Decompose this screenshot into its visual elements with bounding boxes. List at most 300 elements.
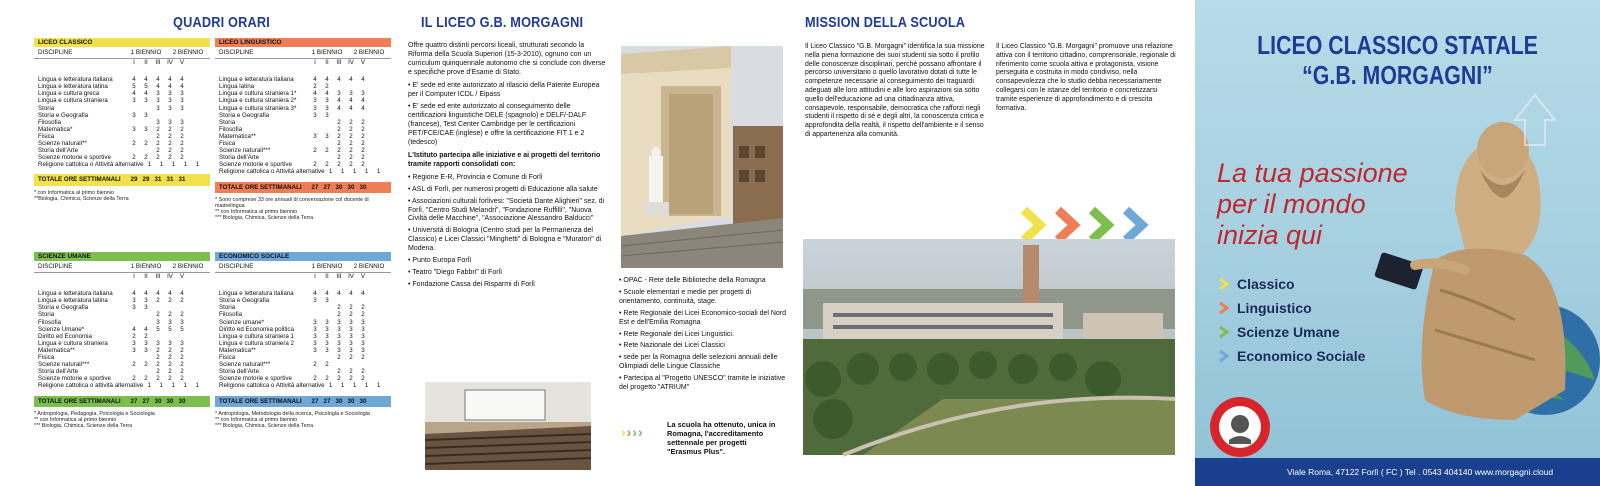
hours-cell: 3 [144, 111, 148, 119]
arrow-blue-big-icon [1126, 210, 1142, 240]
hours-cell: 1 [328, 382, 333, 390]
hours-cell: 2 [361, 354, 365, 362]
arrow-orange-big-icon [1058, 210, 1074, 240]
hours-cell: 4 [349, 76, 353, 84]
hours-cell: 2 [156, 361, 160, 369]
subject-name: Scienze motorie e sportive [219, 161, 292, 169]
hours-cell: 3 [144, 97, 148, 105]
hours-cell: 2 [168, 297, 172, 305]
total-cell: 30 [154, 397, 162, 405]
table-row [34, 126, 210, 133]
hours-cell: 3 [325, 339, 329, 347]
hours-cell: 1 [183, 161, 188, 169]
hours-cell: 3 [349, 90, 353, 98]
year-header-row [34, 59, 210, 66]
table-row [215, 97, 391, 104]
hours-cell: 2 [180, 375, 184, 383]
col-discipline: DISCIPLINE [219, 49, 254, 56]
hours-cell: 2 [349, 304, 353, 312]
hours-cell: 5 [168, 325, 172, 333]
footnote: *** Biologia, Chimica, Scienze della Terra [215, 423, 314, 430]
subject-name: Religione cattolica o Attività alternative [38, 161, 144, 169]
hours-cell [333, 361, 345, 368]
hours-cell: 2 [180, 147, 184, 155]
hours-cell: 2 [313, 147, 317, 155]
hours-cell [152, 333, 164, 340]
total-row [34, 174, 210, 185]
hours-cell: 3 [313, 104, 317, 112]
footnote: ** con Informatica al primo biennio [215, 416, 298, 423]
hours-cell: 1 [376, 382, 381, 390]
hours-cell [140, 319, 152, 326]
year-header: II [144, 273, 148, 281]
hours-cell: 2 [325, 375, 329, 383]
hours-cell [309, 304, 321, 311]
aerial-illustration [803, 239, 1175, 455]
hours-cell: 3 [325, 132, 329, 140]
hours-cell: 2 [361, 304, 365, 312]
year-header: III [336, 59, 342, 67]
table-row [34, 133, 210, 140]
subject-name: Scienze naturali*** [219, 147, 271, 155]
hours-cell [345, 361, 357, 368]
hours-cell [164, 112, 176, 119]
subject-name: Lingua e letteratura italiana [38, 290, 113, 298]
timetable-subheader [215, 261, 391, 273]
table-row [215, 76, 391, 83]
subject-name: Religione cattolica o Attività alternative [219, 382, 325, 390]
table-row [34, 347, 210, 354]
cover-title-line2: “G.B. MORGAGNI” [1302, 60, 1493, 90]
hours-cell: 4 [337, 76, 341, 84]
hours-cell: 3 [349, 318, 353, 326]
total-cell: 30 [347, 183, 355, 191]
table-row [215, 354, 391, 361]
hours-cell [128, 147, 140, 154]
hours-cell [140, 311, 152, 318]
subject-name: Lingua e letteratura latina [38, 83, 108, 91]
footer-bar [1195, 458, 1600, 486]
subject-name: Scienze naturali*** [38, 361, 90, 369]
hours-cell: 3 [337, 346, 341, 354]
hours-cell: 2 [349, 161, 353, 169]
total-cell: 27 [323, 183, 331, 191]
hours-cell: 2 [156, 140, 160, 148]
hours-cell: 2 [361, 368, 365, 376]
table-row [215, 147, 391, 154]
total-cell: 30 [359, 397, 367, 405]
col-biennio2: 2 BIENNIO [172, 263, 204, 270]
table-row [34, 368, 210, 375]
subject-name: Lingua e letteratura italiana [219, 76, 294, 84]
subject-name: Storia dell'Arte [219, 154, 260, 162]
hours-cell [128, 368, 140, 375]
chevron-right-icon [1217, 349, 1231, 363]
total-label: TOTALE ORE SETTIMANALI [38, 397, 121, 405]
hours-cell [333, 83, 345, 90]
year-header: III [336, 273, 342, 281]
timetable-subheader [215, 47, 391, 59]
subject-name: Matematica** [219, 132, 256, 140]
col-biennio1: 1 BIENNIO [311, 49, 343, 56]
hours-cell [333, 112, 345, 119]
timetable-notes [215, 411, 391, 430]
tagline-line1: La tua passione [1217, 158, 1408, 188]
network-item: • Rete Regionale dei Licei Economico-sociali del Nord Est e dell'Emilia Romagna [619, 309, 787, 326]
hours-cell: 3 [313, 97, 317, 105]
subject-name: Fisica [38, 132, 55, 140]
hours-cell: 2 [156, 147, 160, 155]
hours-cell: 2 [168, 132, 172, 140]
hours-cell [333, 297, 345, 304]
subject-name: Scienze umane* [219, 318, 265, 326]
hours-cell [321, 354, 333, 361]
timetable-economico [215, 252, 391, 429]
hours-cell: 3 [144, 297, 148, 305]
tagline-line2: per il mondo [1217, 189, 1366, 219]
hours-cell [345, 83, 357, 90]
hours-cell: 2 [349, 118, 353, 126]
hours-cell: 5 [180, 325, 184, 333]
hours-cell: 3 [349, 325, 353, 333]
hours-cell: 1 [195, 161, 200, 169]
arrow-orange-icon: › [626, 424, 632, 440]
hours-cell: 2 [144, 361, 148, 369]
hours-cell [309, 368, 321, 375]
arrow-green-icon: › [632, 424, 638, 440]
hours-cell: 2 [168, 147, 172, 155]
table-row [34, 340, 210, 347]
hours-cell [357, 297, 369, 304]
hours-cell: 2 [168, 311, 172, 319]
hours-cell [140, 354, 152, 361]
subject-name: Lingua e cultura straniera 2* [219, 97, 297, 105]
hours-cell: 2 [132, 332, 136, 340]
hours-cell: 1 [364, 168, 369, 176]
hours-cell [128, 319, 140, 326]
hours-cell: 1 [352, 168, 357, 176]
timetable-classico [34, 38, 210, 202]
subject-name: Storia [38, 311, 55, 319]
subject-name: Scienze motorie e sportive [219, 375, 292, 383]
year-header: I [314, 59, 316, 67]
mission-col2: Il Liceo Classico "G.B. Morgagni" promuove una relazione attiva con il territorio cittadino, comprensoriale, regionale di riferimento come scuola attiva e protagonista, visione perseguita e costruita in modo condiviso, nella consapevolezza che lo studio debba necessariamente collegarsi con le istanze del territorio e concretizzarsi tramite esperienze di approfondimento e di crescita formativa. [996, 43, 1176, 112]
table-row [34, 97, 210, 104]
quadri-title: QUADRI ORARI [173, 14, 270, 31]
path-item [1217, 296, 1417, 320]
hours-cell: 4 [337, 104, 341, 112]
table-row [215, 304, 391, 311]
total-row [34, 396, 210, 407]
table-row [34, 161, 210, 168]
hours-cell: 2 [337, 125, 341, 133]
hours-cell: 2 [180, 140, 184, 148]
hours-cell: 3 [337, 332, 341, 340]
hours-cell: 2 [156, 354, 160, 362]
hours-cell: 3 [325, 104, 329, 112]
footnote: * Sono comprese 33 ore annuali di conversazione col docente di madrelingua [215, 196, 369, 209]
hours-cell: 5 [144, 83, 148, 91]
total-label: TOTALE ORE SETTIMANALI [38, 176, 121, 184]
hours-cell: 2 [361, 132, 365, 140]
timetable-header: LICEO CLASSICO [34, 38, 210, 47]
hours-cell: 3 [313, 332, 317, 340]
building-illustration [621, 46, 783, 268]
footnote: ** con Informatica al primo biennio [215, 209, 298, 216]
total-label: TOTALE ORE SETTIMANALI [219, 397, 302, 405]
hours-cell: 2 [337, 132, 341, 140]
hours-cell: 3 [313, 346, 317, 354]
hours-cell: 3 [337, 318, 341, 326]
network-item: • Partecipa al "Progetto UNESCO" tramite le iniziative del progetto "ATRIUM" [619, 375, 786, 392]
hours-cell: 2 [313, 361, 317, 369]
subject-name: Storia dell'Arte [38, 368, 79, 376]
table-row [34, 105, 210, 112]
hours-cell: 4 [168, 76, 172, 84]
table-row [215, 90, 391, 97]
hours-cell: 2 [349, 368, 353, 376]
table-row [34, 112, 210, 119]
hours-cell: 3 [361, 318, 365, 326]
hours-cell: 4 [144, 325, 148, 333]
hours-cell [128, 311, 140, 318]
hours-cell: 5 [132, 83, 136, 91]
total-cell: 27 [142, 397, 150, 405]
hours-cell: 2 [132, 375, 136, 383]
table-row [215, 368, 391, 375]
hours-cell: 2 [132, 140, 136, 148]
hours-cell: 3 [132, 125, 136, 133]
hours-cell: 2 [156, 311, 160, 319]
hours-cell: 2 [325, 83, 329, 91]
hours-cell [152, 112, 164, 119]
col-biennio2: 2 BIENNIO [353, 263, 385, 270]
timetable-header: SCIENZE UMANE [34, 252, 210, 261]
hours-cell [309, 119, 321, 126]
table-row [215, 326, 391, 333]
hours-cell: 4 [156, 83, 160, 91]
hours-cell: 3 [325, 297, 329, 305]
year-header: V [360, 273, 366, 281]
hours-cell [140, 368, 152, 375]
hours-cell: 2 [180, 311, 184, 319]
subject-name: Lingua e cultura straniera 1 [219, 332, 294, 340]
footnote: **Biologia, Chimica, Scienze della Terra [34, 195, 129, 202]
hours-cell: 3 [132, 97, 136, 105]
year-header: II [144, 59, 148, 67]
table-row [215, 105, 391, 112]
mission-title: MISSION DELLA SCUOLA [805, 14, 966, 31]
hours-cell: 3 [361, 346, 365, 354]
hours-cell: 3 [180, 118, 184, 126]
subject-name: Storia e Geografia [219, 111, 270, 119]
hours-cell: 3 [325, 325, 329, 333]
year-header: V [179, 59, 185, 67]
lightbulb-icon [1495, 80, 1575, 150]
building-photo [621, 46, 783, 268]
hours-cell: 2 [337, 140, 341, 148]
table-row [215, 133, 391, 140]
aerial-photo [803, 239, 1175, 455]
partner-item: • Fondazione Cassa dei Risparmi di Forlì [408, 280, 535, 288]
hours-cell: 2 [349, 140, 353, 148]
hours-cell: 3 [144, 304, 148, 312]
hours-cell: 3 [337, 90, 341, 98]
hours-cell: 3 [325, 346, 329, 354]
table-row [34, 154, 210, 161]
hours-cell: 2 [180, 154, 184, 162]
table-row [215, 83, 391, 90]
hours-cell: 4 [361, 290, 365, 298]
hours-cell [176, 112, 188, 119]
hours-cell [176, 333, 188, 340]
hours-cell: 4 [337, 97, 341, 105]
hours-cell: 1 [159, 161, 164, 169]
hours-cell: 1 [195, 382, 199, 390]
year-header: IV [167, 273, 173, 281]
total-cell: 30 [347, 397, 355, 405]
col-biennio2: 2 BIENNIO [172, 49, 204, 56]
hours-cell: 2 [349, 354, 353, 362]
footnote: * Antropologia, Pedagogia, Psicologia e Sociologia [34, 410, 155, 417]
subject-name: Lingua e cultura greca [38, 90, 100, 98]
hours-cell: 3 [144, 339, 148, 347]
liceo-text [408, 42, 608, 293]
col-biennio1: 1 BIENNIO [130, 49, 162, 56]
hours-cell: 4 [313, 290, 317, 298]
hours-cell: 3 [132, 304, 136, 312]
subject-name: Fisica [219, 140, 236, 148]
hours-cell [321, 311, 333, 318]
hours-cell: 4 [361, 76, 365, 84]
hours-cell: 1 [159, 382, 163, 390]
chevron-right-icon [1217, 301, 1231, 315]
hours-cell [140, 133, 152, 140]
total-cell: 27 [130, 397, 138, 405]
hours-cell: 4 [361, 97, 365, 105]
hours-cell: 2 [144, 375, 148, 383]
hours-cell: 3 [337, 325, 341, 333]
small-arrows [621, 424, 643, 440]
table-row [34, 375, 210, 382]
total-cell: 29 [130, 176, 138, 184]
subject-name: Lingua latina [219, 83, 255, 91]
partner-item: • Teatro "Diego Fabbri" di Forlì [408, 268, 503, 276]
hours-cell: 2 [337, 154, 341, 162]
hours-cell: 2 [132, 361, 136, 369]
table-row [34, 354, 210, 361]
arrow-yellow-icon: › [621, 424, 626, 440]
hours-cell: 1 [171, 382, 175, 390]
path-label: Economico Sociale [1237, 348, 1366, 364]
hours-cell: 3 [349, 332, 353, 340]
hours-cell: 4 [180, 290, 184, 298]
hours-cell: 4 [144, 76, 148, 84]
hours-cell [140, 147, 152, 154]
hours-cell: 4 [144, 90, 148, 98]
subject-name: Lingua e letteratura latina [38, 297, 108, 305]
hours-cell: 3 [313, 132, 317, 140]
partner-item: • Associazioni culturali forlivesi: "Società Dante Alighieri" sez. di Forlì, "Centro Studi Melandri", "Fondazione Ruffilli", "Nuova Civiltà delle Macchine", "Associazione Alessandro Balducci" [408, 197, 605, 223]
col-discipline: DISCIPLINE [38, 49, 73, 56]
network-item: • OPAC - Rete delle Biblioteche della Romagna [619, 277, 766, 284]
path-item [1217, 320, 1417, 344]
path-list [1217, 272, 1417, 368]
hours-cell: 2 [313, 83, 317, 91]
table-row [215, 311, 391, 318]
hours-cell: 2 [156, 368, 160, 376]
table-row [215, 126, 391, 133]
table-row [34, 297, 210, 304]
path-label: Linguistico [1237, 300, 1312, 316]
hours-cell: 4 [349, 104, 353, 112]
total-cell: 30 [335, 183, 343, 191]
partner-item: • Punto Europa Forlì [408, 257, 472, 265]
hours-cell: 3 [313, 297, 317, 305]
hours-cell [357, 83, 369, 90]
path-item [1217, 344, 1417, 368]
hours-cell: 3 [144, 125, 148, 133]
school-seal [1209, 396, 1271, 458]
hours-cell [128, 119, 140, 126]
network-item: • Rete Nazionale dei Licei Classici [619, 342, 725, 350]
subject-name: Storia [219, 118, 236, 126]
hours-cell [321, 154, 333, 161]
hours-cell: 1 [352, 382, 357, 390]
subject-name: Fisica [38, 354, 55, 362]
subject-name: Filosofia [219, 125, 243, 133]
timetable-umane [34, 252, 210, 429]
hours-cell [164, 304, 176, 311]
path-label: Scienze Umane [1237, 324, 1340, 340]
footer-contacts: Viale Roma, 47122 Forlì ( FC ) Tel . 0543 404140 www.morgagni.cloud [1287, 467, 1554, 477]
hours-cell [128, 354, 140, 361]
hours-cell: 3 [180, 339, 184, 347]
subject-name: Storia dell'Arte [219, 368, 260, 376]
footnote: * Antropologia, Metodologia della ricerca, Psicologia e Sociologia [215, 410, 370, 417]
hours-cell: 2 [349, 375, 353, 383]
table-row [34, 119, 210, 126]
hours-cell: 2 [156, 346, 160, 354]
subject-name: Religione cattolica o attività alternative [38, 382, 144, 390]
total-row [215, 396, 391, 407]
subject-name: Lingua e letteratura italiana [219, 290, 294, 298]
table-row [34, 311, 210, 318]
year-header: V [179, 273, 185, 281]
table-row [34, 333, 210, 340]
mission-col1: Il Liceo Classico "G.B. Morgagni" identifica la sua missione nella piena formazione dei suoi studenti sia sotto il profilo delle conoscenze disciplinari, perché possano affrontare il percorso universitario o quello lavorativo dotati di tutte le competenze necessarie al conseguimento dei traguardi adeguati alle loro attitudini e alle loro aspirazioni sia sotto quello dell'educazione ad una cittadinanza attiva, consapevole, responsabile, democratica che rafforzi negli studenti il rispetto di sé e degli altri, la conoscenza critica e approfondita della realtà, il rispetto dell'ambiente e il senso di appartenenza alla comunità. [805, 43, 985, 138]
hours-cell: 4 [156, 76, 160, 84]
timetable-subheader [34, 47, 210, 59]
table-row [215, 140, 391, 147]
hours-cell: 2 [337, 354, 341, 362]
hours-cell: 4 [132, 76, 136, 84]
hours-cell: 3 [361, 339, 365, 347]
table-row [215, 112, 391, 119]
hours-cell: 2 [361, 311, 365, 319]
hours-cell: 4 [168, 83, 172, 91]
hours-cell: 2 [349, 132, 353, 140]
network-item: • sede per la Romagna delle selezioni annuali delle Olimpiadi delle Lingue Classiche [619, 354, 778, 371]
hours-cell [309, 154, 321, 161]
year-header: IV [348, 59, 354, 67]
hours-cell: 3 [325, 318, 329, 326]
hours-cell: 4 [180, 83, 184, 91]
hours-cell: 3 [361, 332, 365, 340]
hours-cell: 1 [340, 382, 345, 390]
table-row [215, 119, 391, 126]
arrow-blue-icon: › [638, 424, 643, 440]
